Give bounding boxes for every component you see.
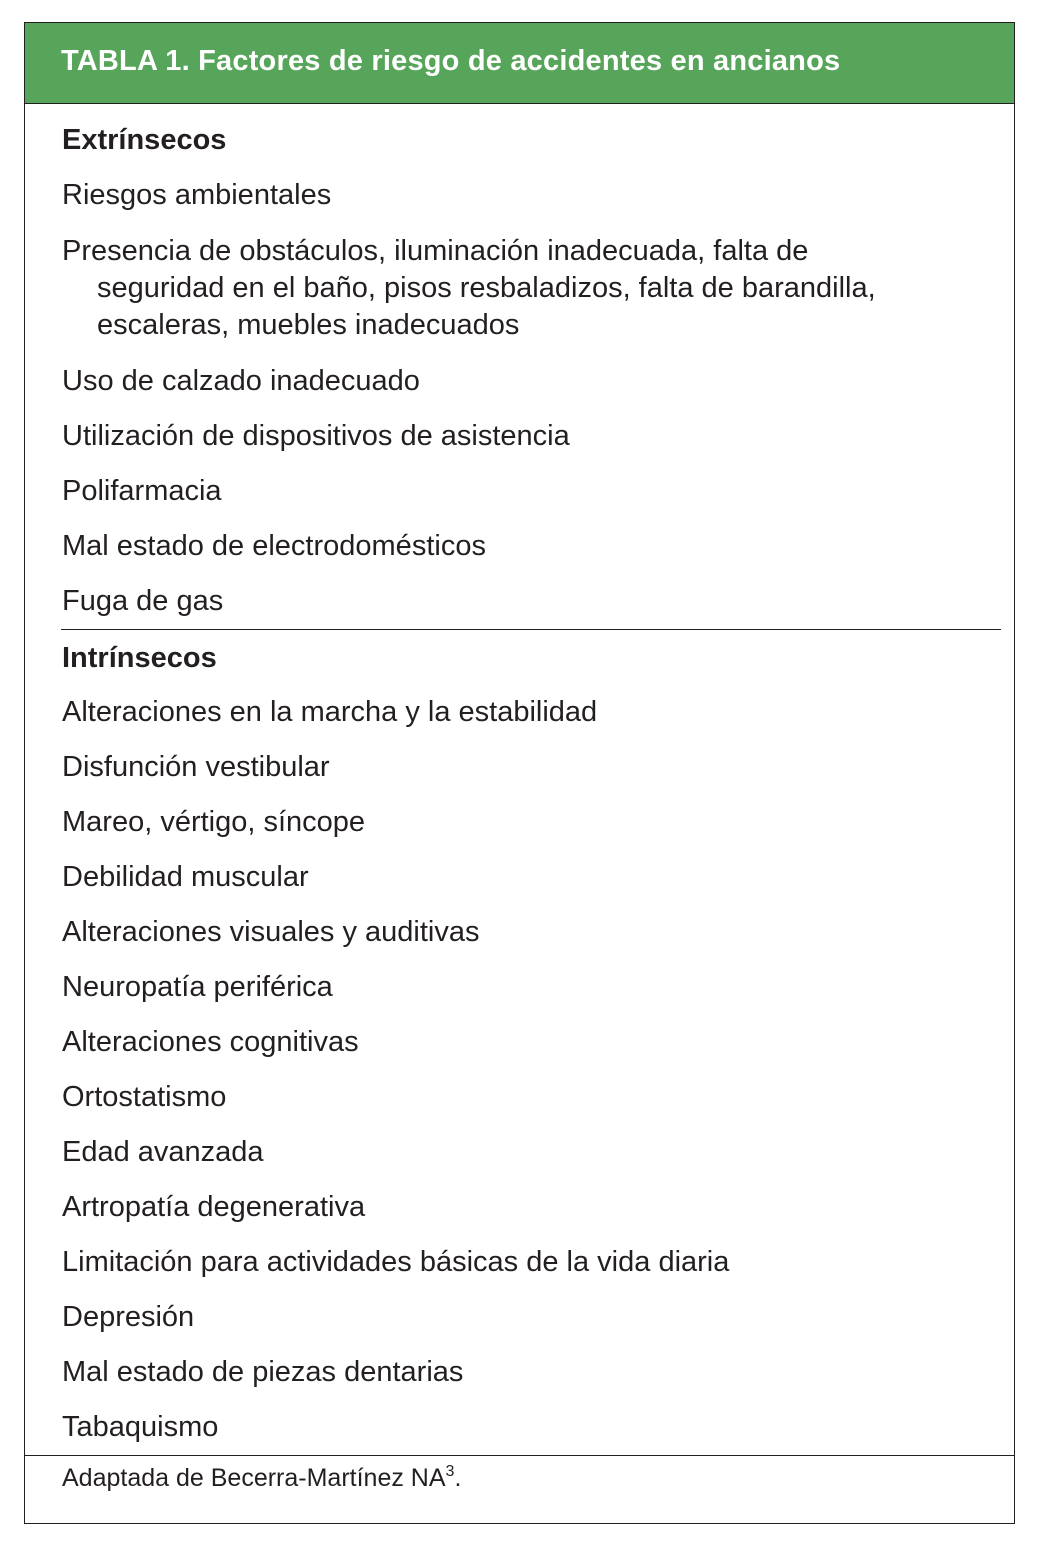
list-item: Riesgos ambientales bbox=[62, 179, 332, 211]
list-item: Disfunción vestibular bbox=[62, 751, 330, 783]
list-item-continuation: seguridad en el baño, pisos resbaladizos, falta de barandilla, bbox=[97, 272, 876, 304]
table-header bbox=[25, 23, 1014, 104]
list-item: Alteraciones en la marcha y la estabilidad bbox=[62, 696, 598, 728]
list-item: Mal estado de electrodomésticos bbox=[62, 530, 486, 562]
list-item: Artropatía degenerativa bbox=[62, 1191, 366, 1223]
table-title: TABLA 1. Factores de riesgo de accidentes en ancianos bbox=[61, 45, 841, 77]
list-item: Utilización de dispositivos de asistencia bbox=[62, 420, 570, 452]
footnote-reference: 3 bbox=[445, 1463, 455, 1480]
list-item: Debilidad muscular bbox=[62, 861, 309, 893]
list-item: Ortostatismo bbox=[62, 1081, 227, 1113]
list-item: Alteraciones cognitivas bbox=[62, 1026, 359, 1058]
list-item: Polifarmacia bbox=[62, 475, 222, 507]
risk-factors-table bbox=[24, 22, 1015, 1524]
list-item: Edad avanzada bbox=[62, 1136, 264, 1168]
table-footnote bbox=[62, 1463, 461, 1493]
section-heading-intrinsic: Intrínsecos bbox=[62, 642, 217, 674]
list-item: Uso de calzado inadecuado bbox=[62, 365, 420, 397]
list-item: Presencia de obstáculos, iluminación inadecuada, falta de bbox=[62, 235, 809, 267]
footnote-text: Adaptada de Becerra-Martínez NA bbox=[62, 1464, 446, 1492]
list-item: Alteraciones visuales y auditivas bbox=[62, 916, 480, 948]
section-divider bbox=[61, 629, 1001, 630]
list-item: Depresión bbox=[62, 1301, 195, 1333]
footer-divider bbox=[25, 1455, 1014, 1456]
list-item-continuation: escaleras, muebles inadecuados bbox=[97, 309, 520, 341]
list-item: Fuga de gas bbox=[62, 585, 224, 617]
list-item: Mareo, vértigo, síncope bbox=[62, 806, 366, 838]
list-item: Tabaquismo bbox=[62, 1411, 219, 1443]
footnote-suffix: . bbox=[454, 1464, 462, 1492]
list-item: Neuropatía periférica bbox=[62, 971, 333, 1003]
section-heading-extrinsic: Extrínsecos bbox=[62, 124, 227, 156]
list-item: Limitación para actividades básicas de la vida diaria bbox=[62, 1246, 730, 1278]
list-item: Mal estado de piezas dentarias bbox=[62, 1356, 464, 1388]
